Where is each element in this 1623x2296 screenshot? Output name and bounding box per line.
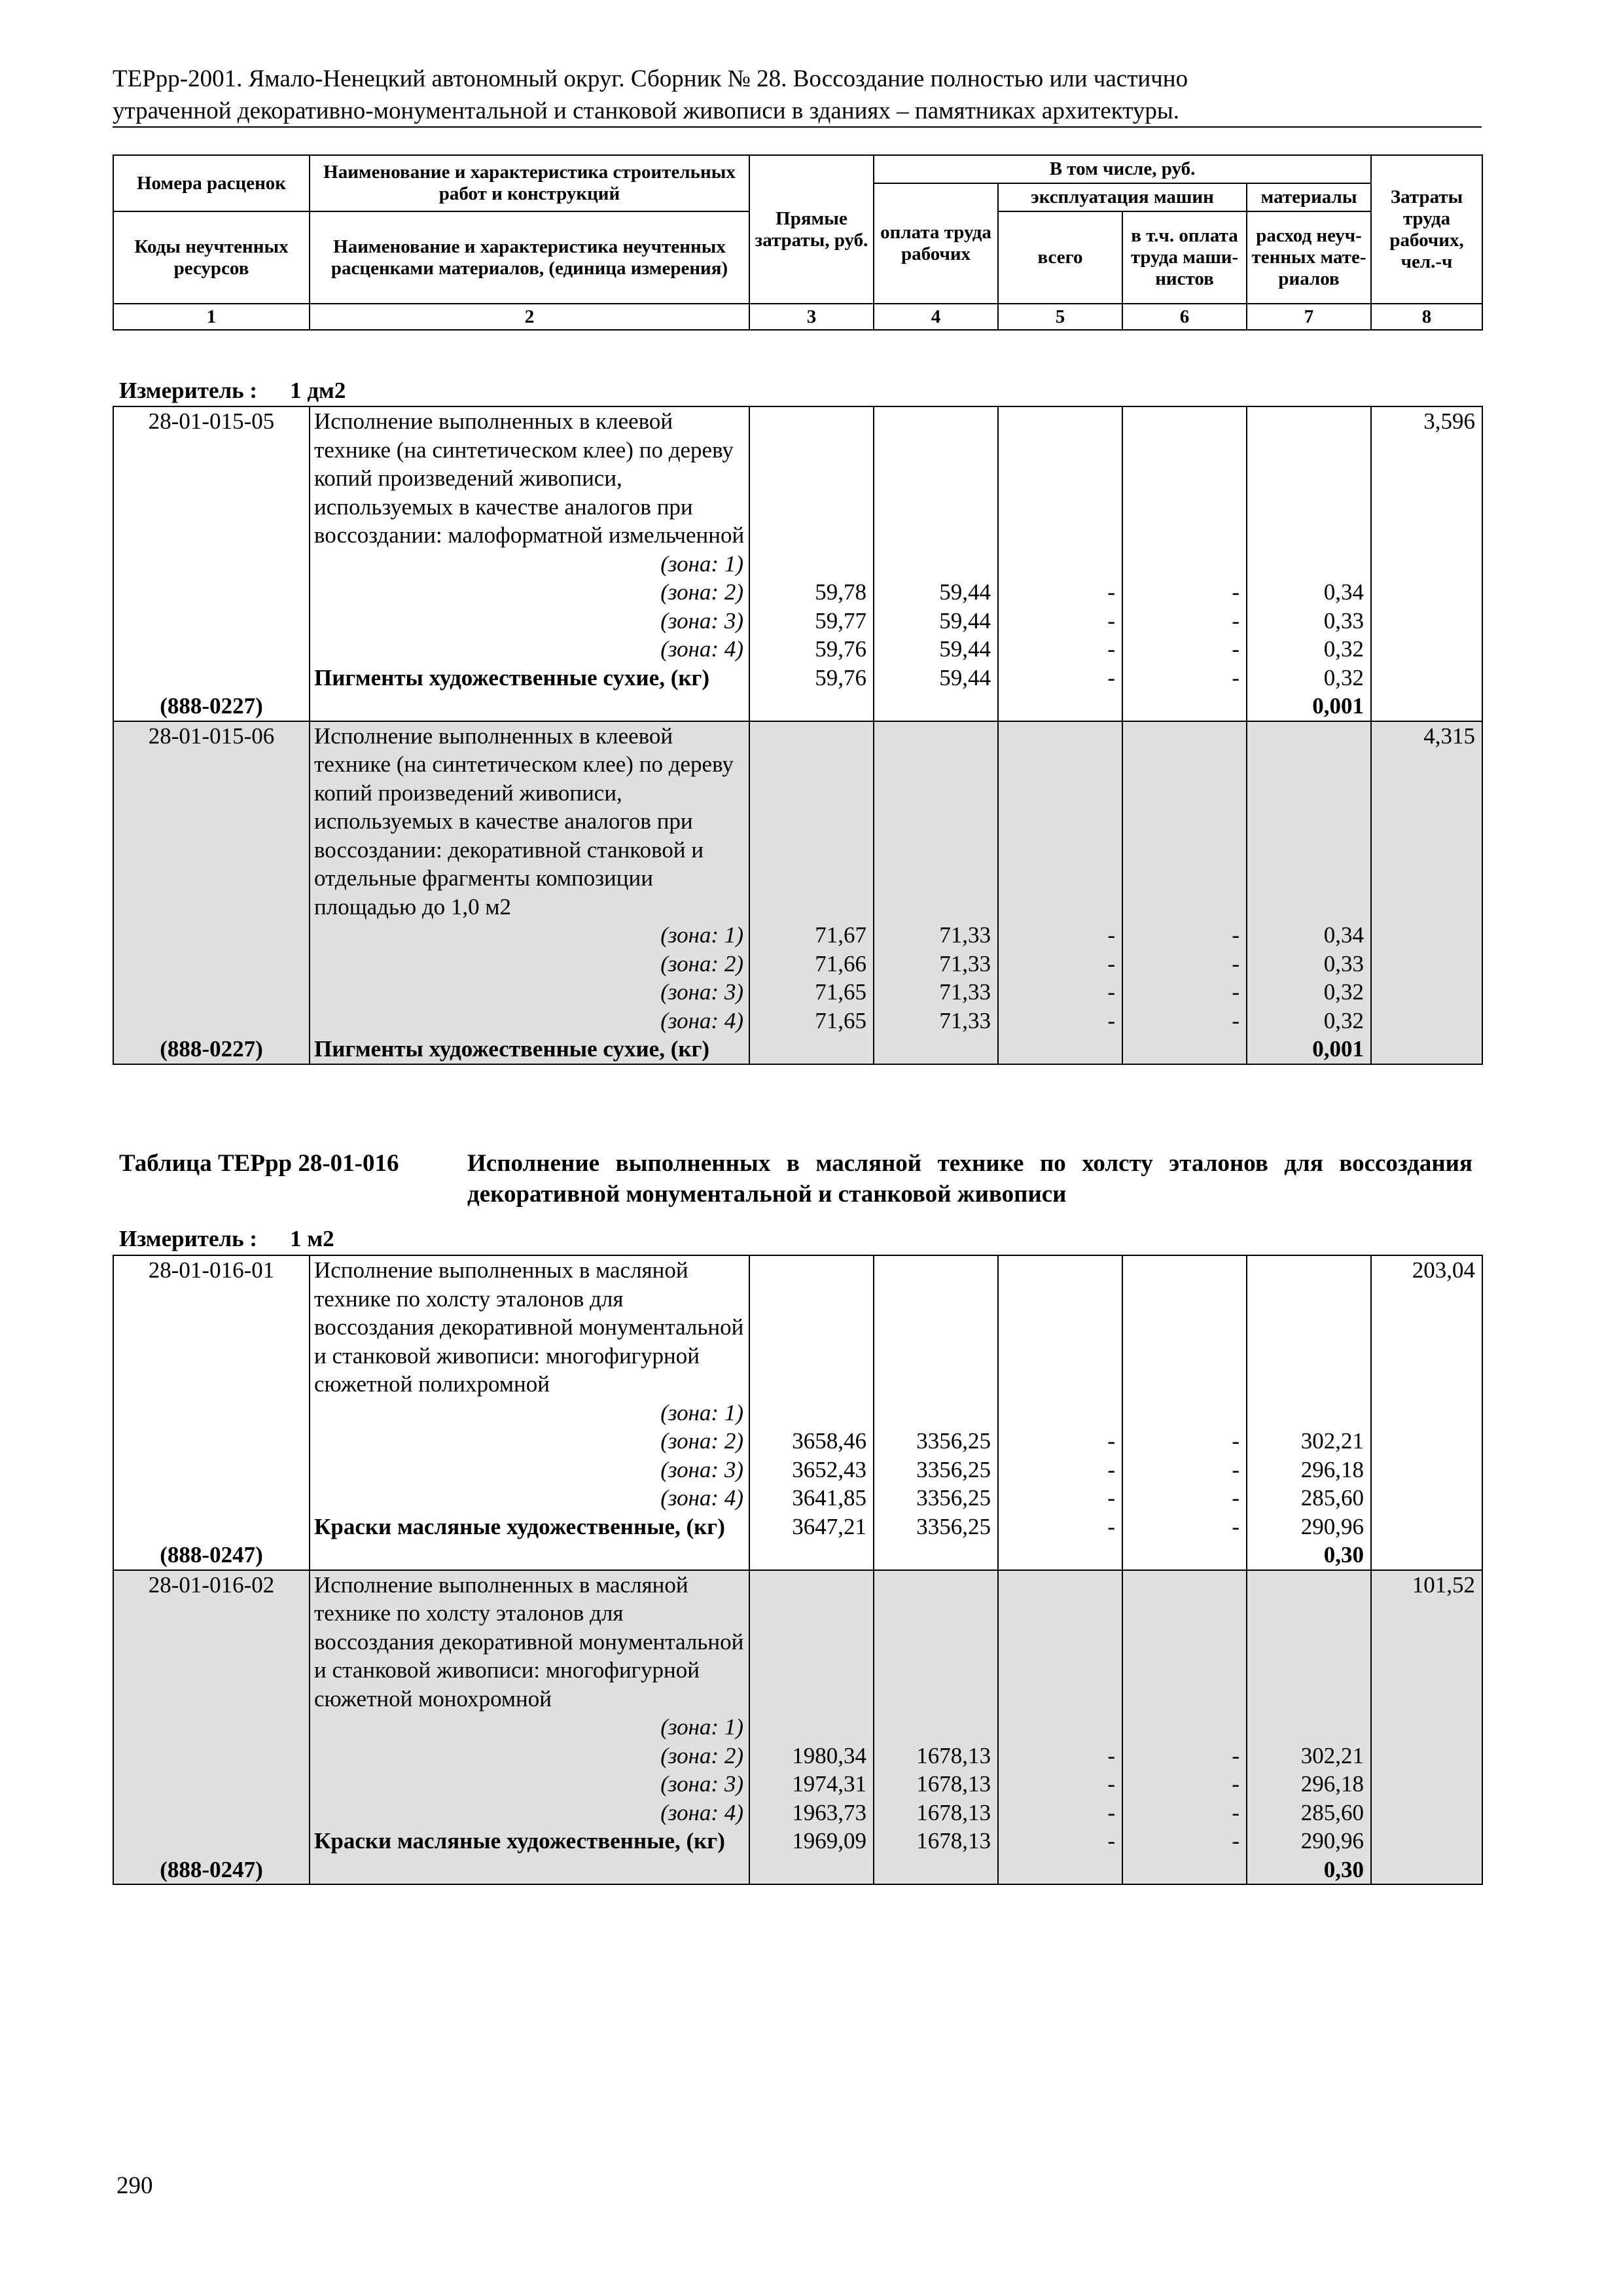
machines-value: - — [1107, 1828, 1115, 1854]
zone-label: (зона: 4) — [660, 1007, 743, 1033]
zone-label: (зона: 3) — [660, 1771, 743, 1797]
direct-cost: 59,77 — [815, 607, 866, 634]
resource-qty: 0,30 — [1323, 1542, 1364, 1568]
wage-value: 3356,25 — [916, 1513, 991, 1539]
materials-value: 302,21 — [1300, 1428, 1364, 1454]
col-machinist-wages: в т.ч. оплата труда маши-нистов — [1122, 211, 1247, 304]
col-number: 8 — [1371, 304, 1482, 330]
direct-cost: 71,65 — [815, 979, 866, 1005]
wages-cell — [874, 406, 998, 721]
wage-value: 71,33 — [939, 922, 991, 948]
measure-unit: 1 м2 — [290, 1226, 334, 1251]
col-work-name: Наименование и характеристика строительных работ и конструкций — [310, 155, 749, 211]
materials-value: 296,18 — [1300, 1771, 1364, 1797]
rate-description: Исполнение выполненных в клеевой технике (на синтетическом клее) по дереву копий произведений живописи, используемых в качестве аналогов при воссоздании: декоративной станковой и отдельные фрагменты композиции площадью до 1,0 м2 — [314, 723, 734, 920]
labor-hours: 4,315 — [1423, 723, 1475, 749]
materials-value: 290,96 — [1300, 1513, 1364, 1539]
wage-value: 3356,25 — [916, 1456, 991, 1482]
machinist-value: - — [1232, 579, 1240, 605]
direct-cost: 3647,21 — [792, 1513, 866, 1539]
rate-code: 28-01-016-02 — [148, 1571, 275, 1598]
direct-cost: 71,67 — [815, 922, 866, 948]
rate-row — [113, 406, 1482, 721]
machinist-value: - — [1232, 607, 1240, 634]
wage-value: 1678,13 — [916, 1742, 991, 1768]
zone-label: (зона: 3) — [660, 607, 743, 634]
rate-code: 28-01-016-01 — [148, 1257, 275, 1283]
machines-value: - — [1107, 1513, 1115, 1539]
materials-value: 0,33 — [1323, 950, 1364, 977]
materials-cell — [1247, 721, 1371, 1064]
machines-cell — [998, 721, 1122, 1064]
header-rule — [113, 126, 1482, 128]
col-group-machines: эксплуатация машин — [998, 183, 1247, 211]
resource-name: Пигменты художественные сухие, (кг) — [314, 664, 710, 691]
col-number: 6 — [1122, 304, 1247, 330]
col-resource-codes: Коды неучтенных ресурсов — [113, 211, 310, 304]
machines-value: - — [1107, 1428, 1115, 1454]
machines-value: - — [1107, 979, 1115, 1005]
machinist-value: - — [1232, 950, 1240, 977]
machines-value: - — [1107, 579, 1115, 605]
wage-value: 3356,25 — [916, 1485, 991, 1511]
table-title-text: Исполнение выполненных в масляной технике по холсту эталонов для воссоздания декоративной монументальной и станковой живописи — [467, 1150, 1472, 1208]
col-rate-numbers: Номера расценок — [113, 155, 310, 211]
machinist-value: - — [1232, 922, 1240, 948]
materials-value: 296,18 — [1300, 1456, 1364, 1482]
machinist-value: - — [1232, 1485, 1240, 1511]
column-header-table — [113, 154, 1483, 331]
materials-value: 0,32 — [1323, 636, 1364, 662]
col-material-usage: расход неуч-тенных мате-риалов — [1247, 211, 1371, 304]
machines-value: - — [1107, 950, 1115, 977]
machinist-value: - — [1232, 1513, 1240, 1539]
resource-qty: 0,001 — [1312, 1036, 1364, 1062]
col-material-name: Наименование и характеристика неучтенных расценками материалов, (единица измерения) — [310, 211, 749, 304]
direct-cost: 71,66 — [815, 950, 866, 977]
measure-line-1 — [119, 378, 378, 404]
col-number: 4 — [874, 304, 998, 330]
direct-cost: 3658,46 — [792, 1428, 866, 1454]
direct-cost: 1980,34 — [792, 1742, 866, 1768]
col-wages: оплата труда рабочих — [874, 183, 998, 304]
machinist-cell — [1122, 1570, 1247, 1885]
col-group-including: В том числе, руб. — [874, 155, 1371, 183]
machinist-value: - — [1232, 1007, 1240, 1033]
rate-description: Исполнение выполненных в масляной технике по холсту эталонов для воссоздания декоративной монументальной и станковой живописи: многофигурной сюжетной полихромной — [314, 1257, 744, 1397]
col-number: 2 — [310, 304, 749, 330]
materials-value: 0,32 — [1323, 664, 1364, 691]
wage-value: 71,33 — [939, 1007, 991, 1033]
wage-value: 1678,13 — [916, 1799, 991, 1825]
table-title-label: Таблица ТЕРрр 28-01-016 — [119, 1150, 399, 1177]
materials-value: 0,34 — [1323, 922, 1364, 948]
rate-description-cell — [310, 1570, 749, 1885]
rate-code: 28-01-015-05 — [148, 408, 275, 434]
materials-value: 0,32 — [1323, 979, 1364, 1005]
labor-hours: 101,52 — [1412, 1571, 1475, 1598]
wage-value: 3356,25 — [916, 1428, 991, 1454]
direct-cost: 59,78 — [815, 579, 866, 605]
direct-cost: 1969,09 — [792, 1828, 866, 1854]
machines-value: - — [1107, 1771, 1115, 1797]
materials-value: 285,60 — [1300, 1485, 1364, 1511]
zone-label: (зона: 1) — [660, 922, 743, 948]
machines-value: - — [1107, 1456, 1115, 1482]
rates-table-1 — [113, 406, 1483, 1065]
labor-hours-cell — [1371, 721, 1482, 1064]
zone-label: (зона: 1) — [660, 1399, 743, 1426]
zone-label: (зона: 4) — [660, 636, 743, 662]
machines-cell — [998, 1570, 1122, 1885]
direct-costs-cell — [749, 1570, 874, 1885]
wage-value: 1678,13 — [916, 1828, 991, 1854]
wage-value: 59,44 — [939, 579, 991, 605]
header-line-1: ТЕРрр-2001. Ямало-Ненецкий автономный округ. Сборник № 28. Воссоздание полностью или частично — [113, 65, 1188, 92]
wages-cell — [874, 1255, 998, 1570]
resource-name: Пигменты художественные сухие, (кг) — [314, 1036, 710, 1062]
machines-value: - — [1107, 1007, 1115, 1033]
labor-hours: 3,596 — [1423, 408, 1475, 434]
rate-description: Исполнение выполненных в масляной технике по холсту эталонов для воссоздания декоративной монументальной и станковой живописи: многофигурной сюжетной монохромной — [314, 1571, 744, 1712]
col-group-materials: материалы — [1247, 183, 1371, 211]
machines-value: - — [1107, 1742, 1115, 1768]
materials-value: 0,34 — [1323, 579, 1364, 605]
materials-cell — [1247, 406, 1371, 721]
col-number: 7 — [1247, 304, 1371, 330]
wage-value: 71,33 — [939, 950, 991, 977]
header-line-2: утраченной декоративно-монументальной и станковой живописи в зданиях – памятниках архитектуры. — [113, 98, 1180, 124]
machinist-value: - — [1232, 979, 1240, 1005]
machinist-value: - — [1232, 636, 1240, 662]
direct-cost: 59,76 — [815, 636, 866, 662]
machinist-cell — [1122, 1255, 1247, 1570]
materials-value: 302,21 — [1300, 1742, 1364, 1768]
resource-qty: 0,001 — [1312, 693, 1364, 719]
wages-cell — [874, 721, 998, 1064]
materials-cell — [1247, 1255, 1371, 1570]
machines-value: - — [1107, 636, 1115, 662]
resource-code: (888-0247) — [160, 1542, 263, 1568]
direct-costs-cell — [749, 406, 874, 721]
machines-value: - — [1107, 1799, 1115, 1825]
machines-value: - — [1107, 607, 1115, 634]
machinist-cell — [1122, 406, 1247, 721]
labor-hours-cell — [1371, 406, 1482, 721]
resource-name: Краски масляные художественные, (кг) — [314, 1828, 725, 1854]
materials-cell — [1247, 1570, 1371, 1885]
measure-label: Измеритель : — [119, 378, 258, 403]
labor-hours-cell — [1371, 1570, 1482, 1885]
measure-unit: 1 дм2 — [290, 378, 346, 403]
direct-cost: 1963,73 — [792, 1799, 866, 1825]
measure-label: Измеритель : — [119, 1226, 258, 1251]
resource-name: Краски масляные художественные, (кг) — [314, 1513, 725, 1539]
resource-code: (888-0227) — [160, 1036, 263, 1062]
zone-label: (зона: 3) — [660, 1456, 743, 1482]
zone-label: (зона: 4) — [660, 1485, 743, 1511]
rate-row — [113, 1255, 1482, 1570]
wages-cell — [874, 1570, 998, 1885]
machines-cell — [998, 1255, 1122, 1570]
machines-value: - — [1107, 1485, 1115, 1511]
direct-cost: 3652,43 — [792, 1456, 866, 1482]
zone-label: (зона: 4) — [660, 1799, 743, 1825]
machinist-cell — [1122, 721, 1247, 1064]
machines-value: - — [1107, 664, 1115, 691]
materials-value: 0,32 — [1323, 1007, 1364, 1033]
rate-code-cell — [113, 1570, 310, 1885]
resource-code: (888-0227) — [160, 693, 263, 719]
materials-value: 290,96 — [1300, 1828, 1364, 1854]
zone-label: (зона: 1) — [660, 550, 743, 577]
resource-qty: 0,30 — [1323, 1856, 1364, 1882]
zone-label: (зона: 3) — [660, 979, 743, 1005]
zone-label: (зона: 2) — [660, 1742, 743, 1768]
machinist-value: - — [1232, 1428, 1240, 1454]
machinist-value: - — [1232, 1828, 1240, 1854]
rate-code-cell — [113, 721, 310, 1064]
zone-label: (зона: 2) — [660, 1428, 743, 1454]
col-number: 1 — [113, 304, 310, 330]
wage-value: 59,44 — [939, 664, 991, 691]
zone-label: (зона: 2) — [660, 579, 743, 605]
machinist-value: - — [1232, 664, 1240, 691]
col-number: 5 — [998, 304, 1122, 330]
machinist-value: - — [1232, 1799, 1240, 1825]
rate-code-cell — [113, 406, 310, 721]
rate-code: 28-01-015-06 — [148, 723, 275, 749]
zone-label: (зона: 1) — [660, 1714, 743, 1740]
machines-cell — [998, 406, 1122, 721]
col-machines-total: всего — [998, 211, 1122, 304]
direct-cost: 59,76 — [815, 664, 866, 691]
rate-row — [113, 721, 1482, 1064]
zone-label: (зона: 2) — [660, 950, 743, 977]
rate-description-cell — [310, 406, 749, 721]
rate-row — [113, 1570, 1482, 1885]
rate-code-cell — [113, 1255, 310, 1570]
machinist-value: - — [1232, 1771, 1240, 1797]
rates-table-2 — [113, 1255, 1483, 1885]
measure-line-2 — [119, 1226, 367, 1252]
running-header — [113, 63, 1480, 127]
machinist-value: - — [1232, 1456, 1240, 1482]
rate-description-cell — [310, 1255, 749, 1570]
direct-costs-cell — [749, 1255, 874, 1570]
machines-value: - — [1107, 922, 1115, 948]
materials-value: 0,33 — [1323, 607, 1364, 634]
direct-costs-cell — [749, 721, 874, 1064]
page-number: 290 — [116, 2172, 153, 2199]
col-labor-costs: Затраты труда рабочих, чел.-ч — [1371, 155, 1482, 304]
wage-value: 71,33 — [939, 979, 991, 1005]
wage-value: 1678,13 — [916, 1771, 991, 1797]
machinist-value: - — [1232, 1742, 1240, 1768]
direct-cost: 3641,85 — [792, 1485, 866, 1511]
materials-value: 285,60 — [1300, 1799, 1364, 1825]
rate-description-cell — [310, 721, 749, 1064]
col-number: 3 — [749, 304, 874, 330]
rate-description: Исполнение выполненных в клеевой технике (на синтетическом клее) по дереву копий произведений живописи, используемых в качестве аналогов при воссоздании: малоформатной измельченной — [314, 408, 745, 548]
wage-value: 59,44 — [939, 636, 991, 662]
col-direct-costs: Прямые затраты, руб. — [749, 155, 874, 304]
direct-cost: 71,65 — [815, 1007, 866, 1033]
resource-code: (888-0247) — [160, 1856, 263, 1882]
labor-hours: 203,04 — [1412, 1257, 1475, 1283]
direct-cost: 1974,31 — [792, 1771, 866, 1797]
labor-hours-cell — [1371, 1255, 1482, 1570]
wage-value: 59,44 — [939, 607, 991, 634]
